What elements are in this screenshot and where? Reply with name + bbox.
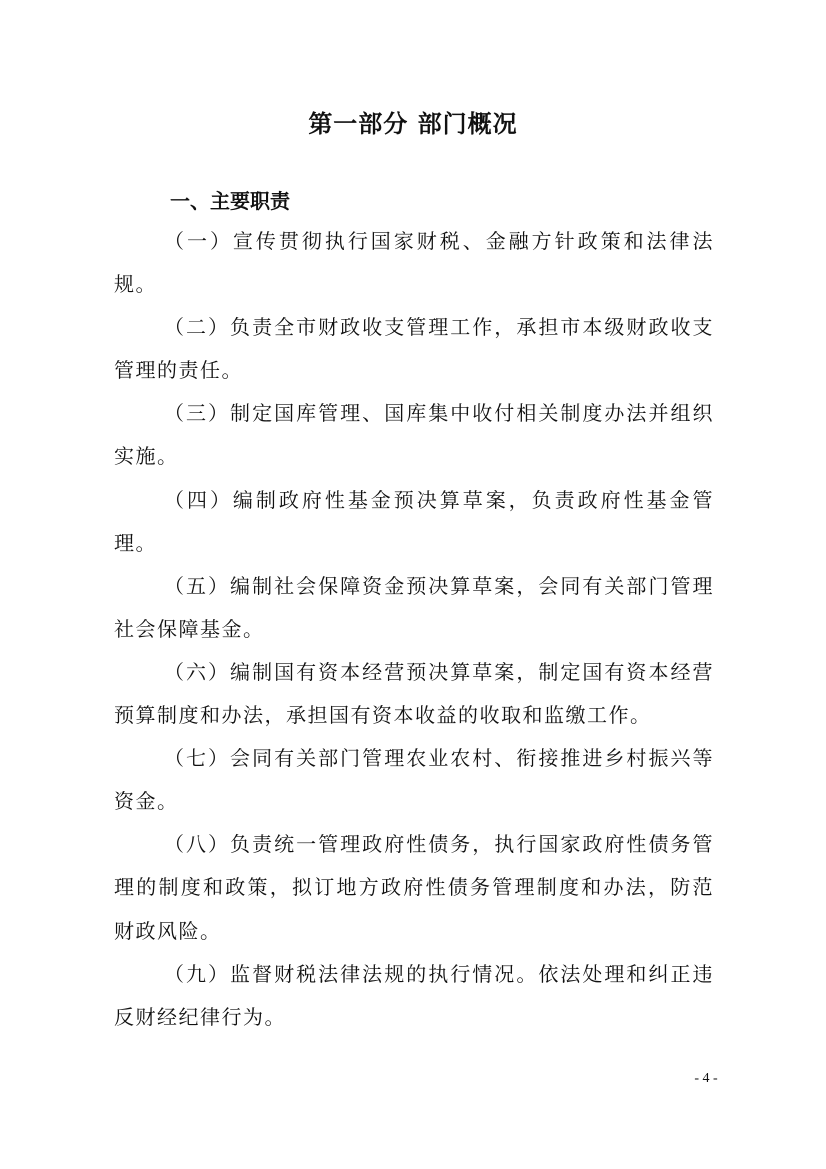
section-heading: 一、主要职责 xyxy=(170,189,290,213)
duty-paragraph-4: （四）编制政府性基金预决算草案，负责政府性基金管理。 xyxy=(114,487,714,555)
body-text xyxy=(114,220,714,1039)
duty-paragraph-7: （七）会同有关部门管理农业农村、衔接推进乡村振兴等资金。 xyxy=(114,746,714,814)
duty-paragraph-1: （一）宣传贯彻执行国家财税、金融方针政策和法律法规。 xyxy=(114,229,714,297)
duty-paragraph-2: （二）负责全市财政收支管理工作，承担市本级财政收支管理的责任。 xyxy=(114,315,714,383)
duty-paragraph-3: （三）制定国库管理、国库集中收付相关制度办法并组织实施。 xyxy=(114,401,714,469)
duty-paragraph-6: （六）编制国有资本经营预决算草案，制定国有资本经营预算制度和办法，承担国有资本收益的收取和监缴工作。 xyxy=(114,659,714,728)
duty-paragraph-5: （五）编制社会保障资金预决算草案，会同有关部门管理社会保障基金。 xyxy=(114,573,714,641)
page-number: - 4 - xyxy=(694,1071,718,1086)
page-title: 第一部分 部门概况 xyxy=(308,110,518,138)
duty-paragraph-8: （八）负责统一管理政府性债务，执行国家政府性债务管理的制度和政策，拟订地方政府性债务管理制度和办法，防范财政风险。 xyxy=(114,832,714,943)
duty-paragraph-9: （九）监督财税法律法规的执行情况。依法处理和纠正违反财经纪律行为。 xyxy=(114,961,714,1029)
